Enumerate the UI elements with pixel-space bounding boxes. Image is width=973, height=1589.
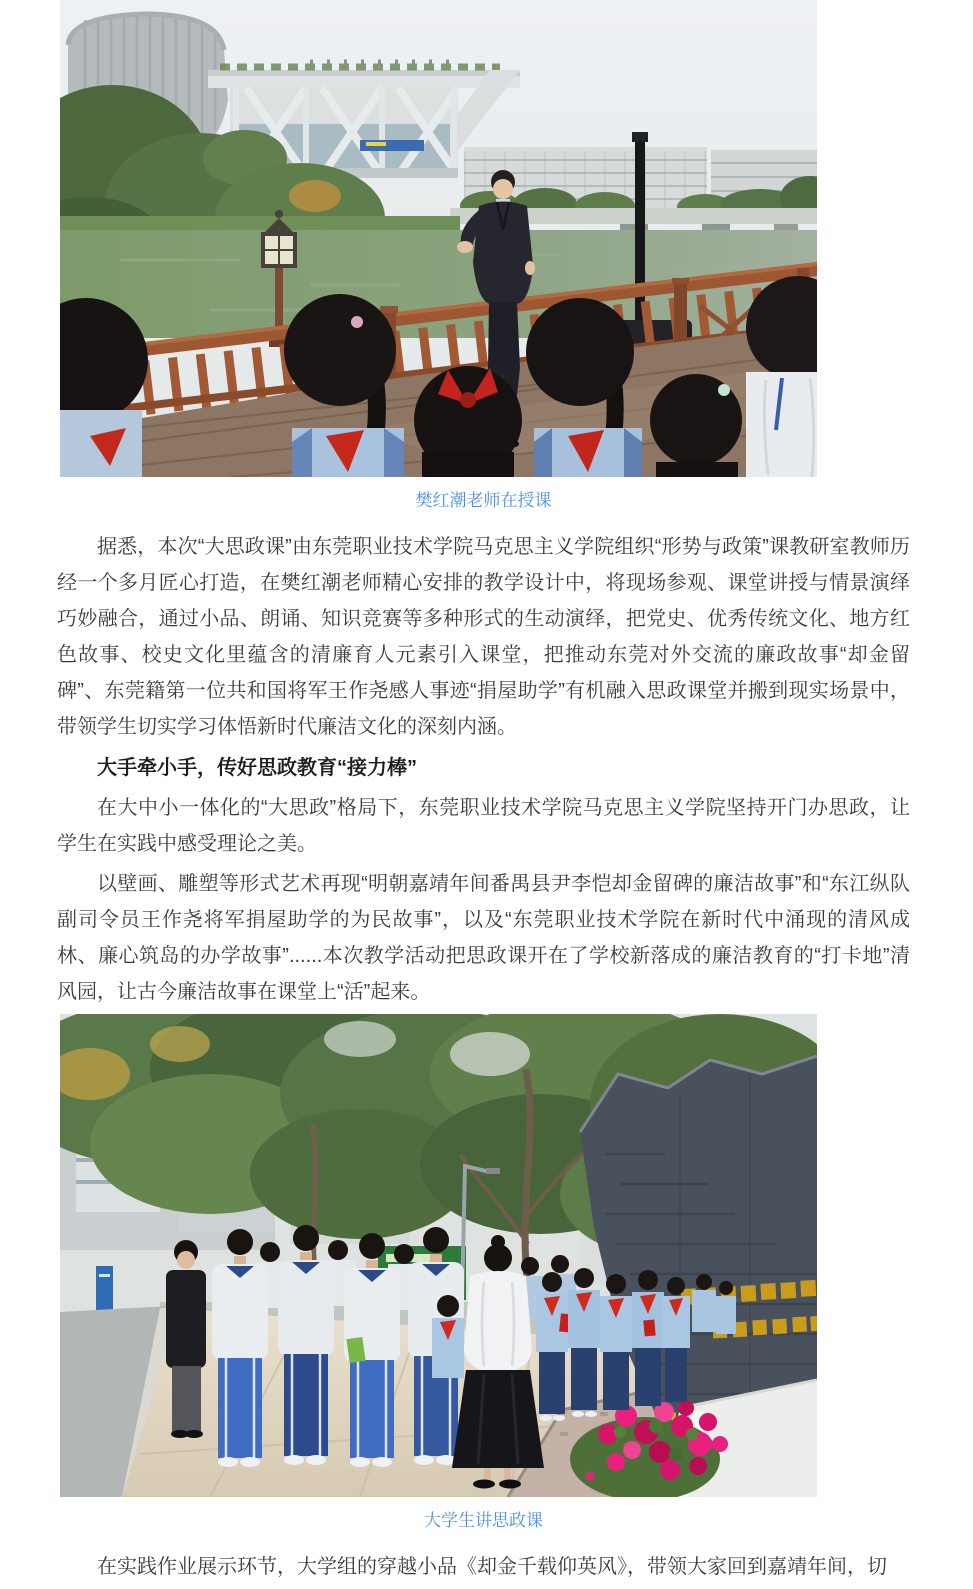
figure-teacher-lecture <box>57 0 910 513</box>
article-image-teacher-lecture <box>60 0 817 477</box>
image-caption-2: 大学生讲思政课 <box>424 1511 543 1530</box>
figure-students-monument <box>57 1014 910 1533</box>
article-image-students-monument <box>60 1014 817 1497</box>
paragraph-4: 在实践作业展示环节，大学组的穿越小品《却金千载仰英风》，带领大家回到嘉靖年间，切 <box>97 1556 887 1578</box>
paragraph-2: 在大中小一体化的“大思政”格局下，东莞职业技术学院马克思主义学院坚持开门办思政，让学生在实践中感受理论之美。 <box>57 797 910 855</box>
article-body <box>57 0 910 1589</box>
image-caption-1: 樊红潮老师在授课 <box>415 491 552 510</box>
paragraph-1: 据悉，本次“大思政课”由东莞职业技术学院马克思主义学院组织“形势与政策”课教研室教师历经一个多月匠心打造，在樊红潮老师精心安排的教学设计中，将现场参观、课堂讲授与情景演绎巧妙融合，通过小品、朗诵、知识竞赛等多种形式的生动演绎，把党史、优秀传统文化、地方红色故事、校史文化里蕴含的清廉育人元素引入课堂，把推动东莞对外交流的廉政故事“却金留碑”、东莞籍第一位共和国将军王作尧感人事迹“捐屋助学”有机融入思政课堂并搬到现实场景中，带领学生切实学习体悟新时代廉洁文化的深刻内涵。 <box>57 536 910 738</box>
photo-monument-scene <box>60 1014 817 1497</box>
photo-teacher-lecture-scene <box>60 0 817 477</box>
paragraph-3: 以壁画、雕塑等形式艺术再现“明朝嘉靖年间番禺县尹李恺却金留碑的廉洁故事”和“东江纵队副司令员王作尧将军捐屋助学的为民故事”，以及“东莞职业技术学院在新时代中涌现的清风成林、廉心筑岛的办学故事”......本次教学活动把思政课开在了学校新落成的廉洁教育的“打卡地”清风园，让古今廉洁故事在课堂上“活”起来。 <box>57 873 910 1003</box>
section-heading: 大手牵小手，传好思政教育“接力棒” <box>97 757 417 779</box>
